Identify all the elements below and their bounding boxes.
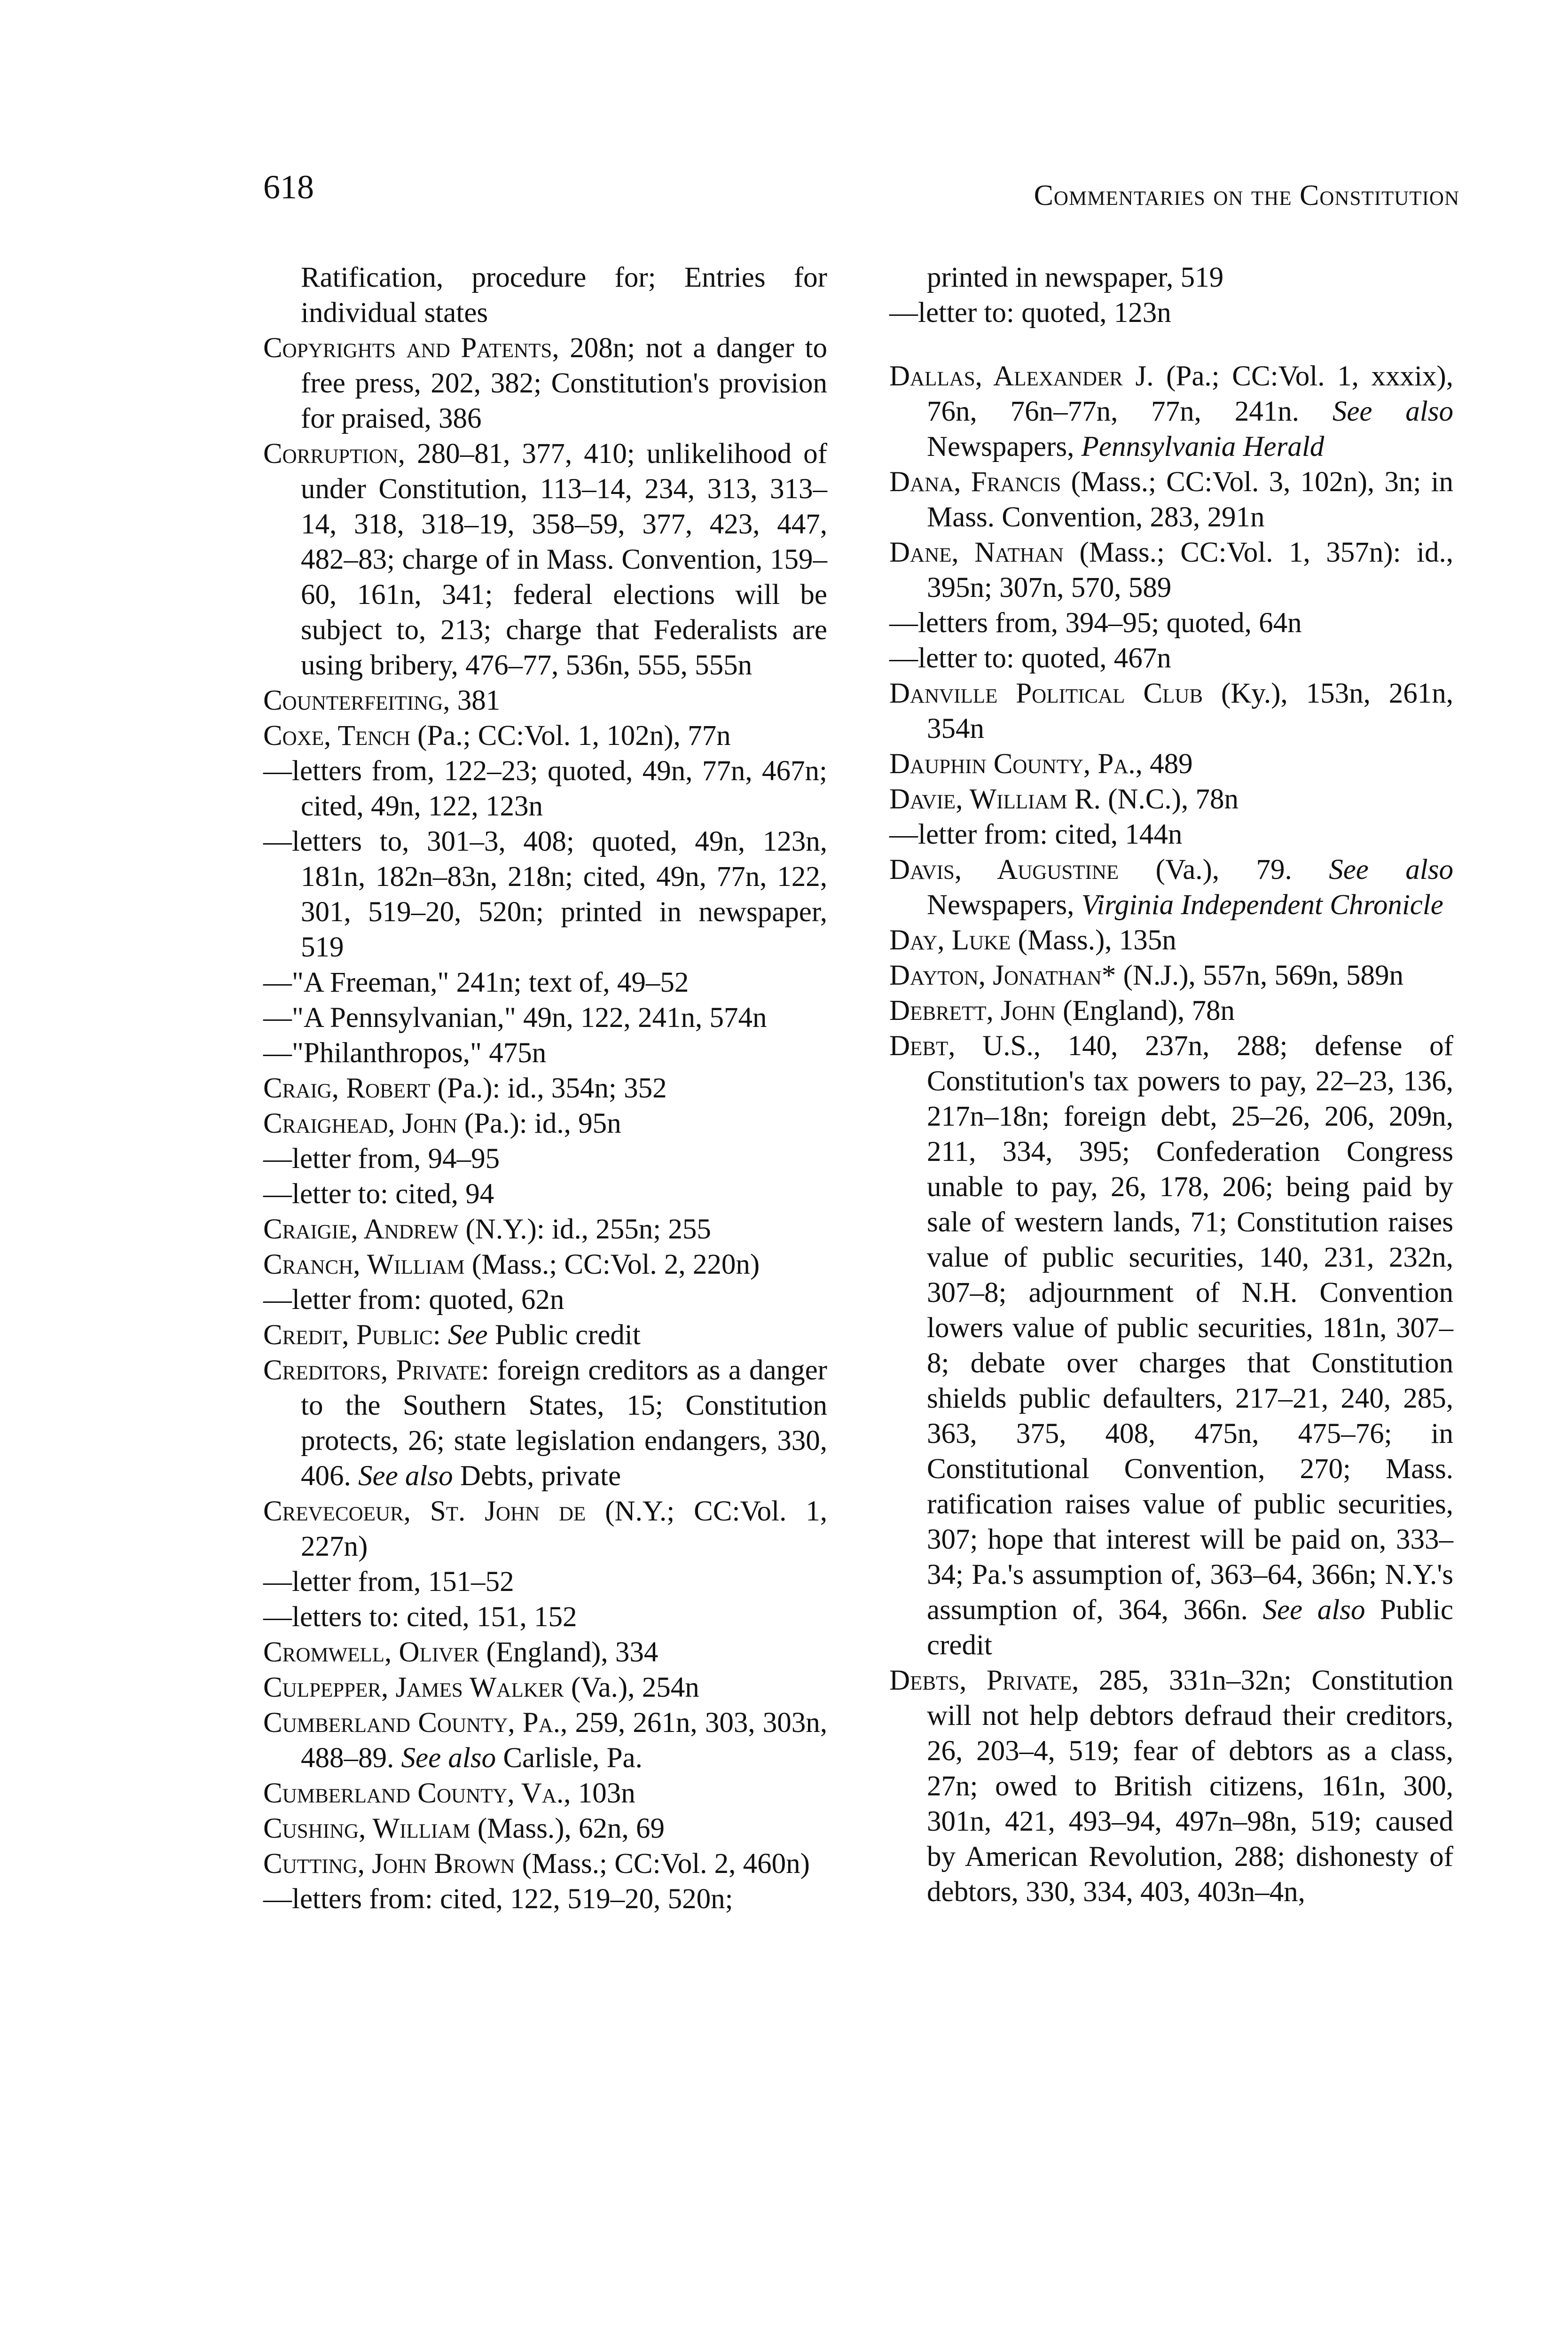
index-entry <box>263 1494 827 1564</box>
entry-text: : foreign creditors as a danger to the Southern States, 15; Constitution protects, 26; state legislation endangers, 330, 406. <box>301 1355 827 1492</box>
index-subentry <box>263 753 827 824</box>
entry-text: (Pa.; CC:Vol. 1, xxxix), 76n, 76n–77n, 77n, 241n. <box>927 360 1453 427</box>
entry-heading: Counterfeiting <box>263 685 443 716</box>
entry-heading: Cushing, William <box>263 1813 470 1844</box>
index-entry <box>263 1317 827 1353</box>
index-entry <box>263 1353 827 1494</box>
entry-text: —letter from, 151–52 <box>263 1566 514 1598</box>
entry-text: (Pa.): id., 354n; 352 <box>430 1073 667 1104</box>
entry-text: , 103n <box>564 1778 635 1809</box>
entry-cross-reference: See also <box>358 1460 453 1492</box>
entry-text: (Mass.; CC:Vol. 2, 460n) <box>515 1848 810 1880</box>
index-entry <box>263 1247 827 1282</box>
entry-text: (Mass.), 62n, 69 <box>470 1813 665 1844</box>
index-subentry <box>889 605 1453 641</box>
entry-text: —letters from, 122–23; quoted, 49n, 77n, 467n; cited, 49n, 122, 123n <box>263 755 827 822</box>
entry-heading: Coxe, Tench <box>263 720 410 752</box>
entry-text: (Mass.; CC:Vol. 3, 102n), 3n; in Mass. Convention, 283, 291n <box>927 466 1454 533</box>
entry-heading: Creditors, Private <box>263 1355 481 1386</box>
entry-heading: Debts, Private <box>889 1665 1072 1696</box>
entry-heading: Craig, Robert <box>263 1073 431 1104</box>
entry-text: —letters from: cited, 122, 519–20, 520n; <box>263 1883 733 1915</box>
entry-text: (England), 78n <box>1055 995 1235 1026</box>
entry-heading: Dallas, Alexander J. <box>889 360 1154 392</box>
entry-italic-title: Pennsylvania Herald <box>1081 431 1325 462</box>
entry-text: , 285, 331n–32n; Constitution will not help debtors defraud their creditors, 26, 203–4, 519; fear of debtors as a class, 27n; owed to British citizens, 161n, 300, 301n, 421, 493–94, 497n–98n, 519; caused by American Revolution, 288; dishonesty of debtors, 330, 334, 403, 403n–4n, <box>927 1665 1453 1908</box>
entry-text: (N.Y.; CC:Vol. 1, 227n) <box>301 1496 827 1562</box>
entry-text: —letter to: cited, 94 <box>263 1178 494 1210</box>
entry-text: —letters to, 301–3, 408; quoted, 49n, 123n, 181n, 182n–83n, 218n; cited, 49n, 77n, 122, 301, 519–20, 520n; printed in newspaper, 519 <box>263 826 827 963</box>
index-entry <box>263 330 827 436</box>
index-subentry <box>263 1599 827 1635</box>
entry-text: (N.Y.): id., 255n; 255 <box>458 1214 711 1245</box>
entry-text: (Pa.): id., 95n <box>457 1108 621 1139</box>
index-column-right <box>889 260 1453 1910</box>
entry-cross-reference: See also <box>1262 1594 1365 1626</box>
entry-text: (England), 334 <box>479 1637 659 1668</box>
entry-text: (Va.), 79. <box>1119 854 1329 885</box>
entry-text: (Mass.; CC:Vol. 2, 220n) <box>464 1249 760 1280</box>
entry-text: , 140, 237n, 288; defense of Constitution's tax powers to pay, 22–23, 136, 217n–18n; foreign debt, 25–26, 206, 209n, 211, 334, 395; Confederation Congress unable to pay, 26, 178, 206; being paid by sale of western lands, 71; Constitution raises value of public securities, 140, 231, 232n, 307–8; adjournment of N.H. Convention lowers value of public securities, 181n, 307–8; debate over charges that Constitution shields public defaulters, 217–21, 240, 285, 363, 375, 408, 475n, 475–76; in Constitutional Convention, 270; Mass. ratification raises value of public securities, 307; hope that interest will be paid on, 333–34; Pa.'s assumption of, 363–64, 366n; N.Y.'s assumption of, 364, 366n. <box>927 1030 1453 1626</box>
entry-heading: Danville Political Club <box>889 678 1203 709</box>
index-entry <box>263 718 827 753</box>
entry-heading: Copyrights and Patents <box>263 332 552 364</box>
entry-text-tail: Public credit <box>487 1319 641 1351</box>
entry-heading: Debt, U.S. <box>889 1030 1034 1062</box>
entry-text: —letter from: cited, 144n <box>889 819 1183 850</box>
index-entry <box>263 1212 827 1247</box>
entry-text: (N.C.), 78n <box>1100 783 1239 815</box>
entry-text: printed in newspaper, 519 <box>927 262 1224 293</box>
entry-text: (Pa.; CC:Vol. 1, 102n), 77n <box>410 720 731 752</box>
index-entry <box>889 1663 1453 1910</box>
entry-text-tail: Public credit <box>927 1594 1453 1661</box>
entry-cross-reference: See also <box>401 1742 496 1774</box>
entry-text: —"A Pennsylvanian," 49n, 122, 241n, 574n <box>263 1002 767 1034</box>
index-entry <box>889 993 1453 1028</box>
entry-text-tail: Carlisle, Pa. <box>496 1742 643 1774</box>
entry-text: , 381 <box>443 685 501 716</box>
entry-heading: Craigie, Andrew <box>263 1214 459 1245</box>
entry-text: —letter from, 94–95 <box>263 1143 500 1175</box>
page-number: 618 <box>263 168 314 206</box>
entry-text: : <box>432 1319 448 1351</box>
index-subentry <box>263 1881 827 1917</box>
index-entry <box>263 683 827 718</box>
index-entry <box>889 923 1453 958</box>
index-entry <box>889 746 1453 782</box>
index-subentry <box>889 295 1453 330</box>
index-entry <box>263 1635 827 1670</box>
entry-text: Ratification, procedure for; Entries for individual states <box>301 262 827 329</box>
index-entry <box>889 464 1453 535</box>
index-subentry <box>889 817 1453 852</box>
index-entry <box>263 1071 827 1106</box>
index-entry <box>263 1811 827 1846</box>
entry-text: (N.J.), 557n, 569n, 589n <box>1116 960 1404 991</box>
index-entry <box>263 1106 827 1141</box>
entry-heading: Credit, Public <box>263 1319 433 1351</box>
entry-text-tail: Newspapers, <box>927 431 1082 462</box>
index-entry <box>263 1776 827 1811</box>
entry-text: —letter to: quoted, 123n <box>889 297 1171 329</box>
index-subentry <box>263 965 827 1000</box>
entry-text: , 280–81, 377, 410; unlikelihood of under Constitution, 113–14, 234, 313, 313–14, 318, 318–19, 358–59, 377, 423, 447, 482–83; charge of in Mass. Convention, 159–60, 161n, 341; federal elections will be subject to, 213; charge that Federalists are using bribery, 476–77, 536n, 555, 555n <box>301 438 827 681</box>
entry-heading: Cranch, William <box>263 1249 465 1280</box>
entry-heading: Cumberland County, Pa. <box>263 1707 561 1739</box>
entry-heading: Craighead, John <box>263 1108 457 1139</box>
entry-heading: Cumberland County, Va. <box>263 1778 564 1809</box>
entry-text: (Mass.; CC:Vol. 1, 357n): id., 395n; 307n, 570, 589 <box>927 537 1453 603</box>
index-column-left <box>263 260 827 1917</box>
index-entry <box>889 676 1453 746</box>
index-subentry <box>263 824 827 965</box>
entry-text: (Va.), 254n <box>564 1672 699 1703</box>
entry-heading: Debrett, John <box>889 995 1056 1026</box>
index-subentry <box>263 1282 827 1317</box>
index-entry <box>263 436 827 683</box>
entry-text-tail: Debts, private <box>453 1460 621 1492</box>
entry-heading: Culpepper, James Walker <box>263 1672 564 1703</box>
entry-heading: Corruption <box>263 438 398 470</box>
index-subentry <box>263 1141 827 1176</box>
entry-text: —letter from: quoted, 62n <box>263 1284 564 1316</box>
entry-text: —"A Freeman," 241n; text of, 49–52 <box>263 967 689 998</box>
entry-cross-reference: See <box>447 1319 488 1351</box>
entry-text: —letter to: quoted, 467n <box>889 642 1171 674</box>
entry-text: —letters to: cited, 151, 152 <box>263 1601 577 1633</box>
index-entry <box>263 1846 827 1881</box>
entry-heading: Cromwell, Oliver <box>263 1637 479 1668</box>
entry-heading: Dauphin County, Pa. <box>889 748 1136 780</box>
entry-italic-title: Virginia Independent Chronicle <box>1081 889 1443 921</box>
index-entry <box>889 535 1453 605</box>
index-entry <box>263 260 827 330</box>
index-entry <box>889 260 1453 295</box>
entry-cross-reference: See also <box>1332 396 1453 427</box>
index-entry <box>889 852 1453 923</box>
entry-heading: Cutting, John Brown <box>263 1848 515 1880</box>
entry-heading: Davis, Augustine <box>889 854 1119 885</box>
entry-text: , 489 <box>1135 748 1193 780</box>
entry-text: —"Philanthropos," 475n <box>263 1037 547 1069</box>
entry-cross-reference: See also <box>1329 854 1453 885</box>
index-entry <box>263 1705 827 1776</box>
entry-text: (Mass.), 135n <box>1011 924 1176 956</box>
index-subentry <box>263 1564 827 1599</box>
index-subentry <box>889 641 1453 676</box>
entry-text: (Ky.), 153n, 261n, 354n <box>927 678 1453 744</box>
entry-text: —letters from, 394–95; quoted, 64n <box>889 607 1302 639</box>
index-entry <box>889 1028 1453 1663</box>
entry-text-tail: Newspapers, <box>927 889 1082 921</box>
index-entry <box>263 1670 827 1705</box>
entry-gap <box>889 330 1453 359</box>
index-entry <box>889 782 1453 817</box>
index-subentry <box>263 1176 827 1212</box>
entry-heading: Davie, William R. <box>889 783 1101 815</box>
index-subentry <box>263 1000 827 1035</box>
index-subentry <box>263 1035 827 1071</box>
entry-text: , 208n; not a danger to free press, 202, 382; Constitution's provision for praised, 386 <box>301 332 827 434</box>
index-entry <box>889 359 1453 464</box>
running-head: Commentaries on the Constitution <box>1034 180 1459 212</box>
entry-heading: Crevecoeur, St. John de <box>263 1496 586 1527</box>
entry-heading: Dane, Nathan <box>889 537 1064 568</box>
entry-heading: Day, Luke <box>889 924 1011 956</box>
entry-heading: Dayton, Jonathan* <box>889 960 1116 991</box>
index-entry <box>889 958 1453 993</box>
entry-heading: Dana, Francis <box>889 466 1061 498</box>
entry-text: , 259, 261n, 303, 303n, 488–89. <box>301 1707 827 1774</box>
